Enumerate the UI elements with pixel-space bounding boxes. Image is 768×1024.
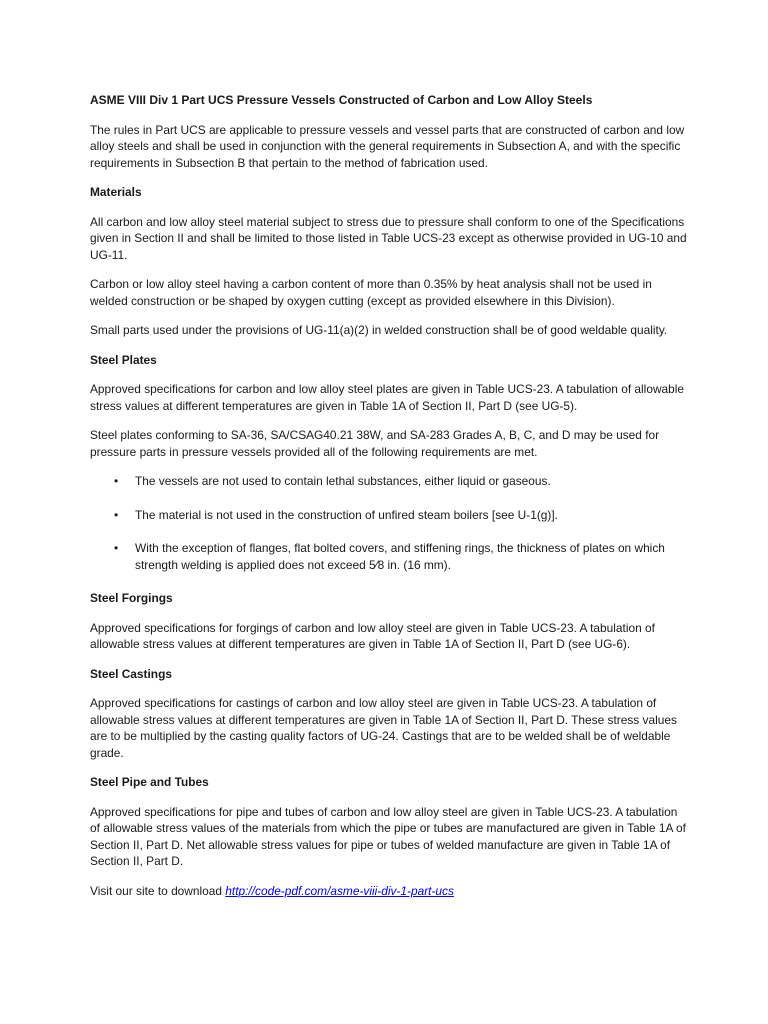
steel-pipe-heading: Steel Pipe and Tubes (90, 775, 209, 789)
steel-plates-paragraph-1: Approved specifications for carbon and low alloy steel plates are given in Table UCS-23. A tabulation of allowable stress values at different temperatures are given in Table 1A of Section II, Part D (see UG-5). (90, 382, 685, 413)
steel-plates-requirements-list (90, 473, 690, 573)
steel-pipe-paragraph: Approved specifications for pipe and tubes of carbon and low alloy steel are given in Table UCS-23. A tabulation of allowable stress values of the materials from which the pipe or tubes are manufactured are given in Table 1A of Section II, Part D. Net allowable stress values for pipe or tubes of welded manufacture are given in Table 1A of Section II, Part D. (90, 804, 686, 868)
steel-forgings-heading: Steel Forgings (90, 591, 173, 605)
list-item-text: The material is not used in the construction of unfired steam boilers [see U-1(g)]. (135, 507, 558, 522)
download-prefix: Visit our site to download (90, 883, 226, 898)
steel-castings-heading: Steel Castings (90, 666, 172, 681)
steel-plates-paragraph-2: Steel plates conforming to SA-36, SA/CSAG40.21 38W, and SA-283 Grades A, B, C, and D may be used for pressure parts in pressure vessels provided all of the following requirements are met. (90, 428, 660, 459)
materials-paragraph-2: Carbon or low alloy steel having a carbon content of more than 0.35% by heat analysis shall not be used in welded construction or be shaped by oxygen cutting (except as provided elsewhere in this Division). (90, 277, 652, 308)
download-link[interactable]: http://code-pdf.com/asme-viii-div-1-part-ucs (225, 883, 454, 898)
document-page (90, 92, 690, 912)
list-item (90, 473, 690, 490)
list-item (90, 507, 690, 524)
steel-castings-paragraph: Approved specifications for castings of carbon and low alloy steel are given in Table UCS-23. A tabulation of allowable stress values at different temperatures are given in Table 1A of Section II, Part D. These stress values are to be multiplied by the casting quality factors of UG-24. Castings that are to be welded shall be of weldable grade. (90, 696, 677, 760)
download-footer (90, 883, 690, 900)
bullet-icon: • (114, 541, 119, 555)
steel-plates-heading: Steel Plates (90, 352, 157, 367)
materials-paragraph-3: Small parts used under the provisions of UG-11(a)(2) in welded construction shall be of good weldable quality. (90, 323, 668, 337)
materials-paragraph-1: All carbon and low alloy steel material subject to stress due to pressure shall conform to one of the Specifications given in Section II and shall be limited to those listed in Table UCS-23 except as otherwise provided in UG-10 and UG-11. (90, 214, 687, 262)
materials-heading: Materials (90, 185, 142, 199)
bullet-icon: • (114, 474, 119, 488)
list-item-text: The vessels are not used to contain lethal substances, either liquid or gaseous. (135, 474, 551, 488)
list-item (90, 540, 690, 573)
intro-paragraph: The rules in Part UCS are applicable to pressure vessels and vessel parts that are constructed of carbon and low alloy steels and shall be used in conjunction with the general requirements in Subsection A, and with the specific requirements in Subsection B that pertain to the method of fabrication used. (90, 122, 685, 170)
steel-forgings-paragraph: Approved specifications for forgings of carbon and low alloy steel are given in Table UCS-23. A tabulation of allowable stress values at different temperatures are given in Table 1A of Section II, Part D (see UG-6). (90, 620, 655, 651)
list-item-text: With the exception of flanges, flat bolted covers, and stiffening rings, the thickness of plates on which strength welding is applied does not exceed 5⁄8 in. (16 mm). (135, 541, 665, 572)
document-title: ASME VIII Div 1 Part UCS Pressure Vessels Constructed of Carbon and Low Alloy Steels (90, 93, 593, 107)
bullet-icon: • (114, 507, 119, 522)
